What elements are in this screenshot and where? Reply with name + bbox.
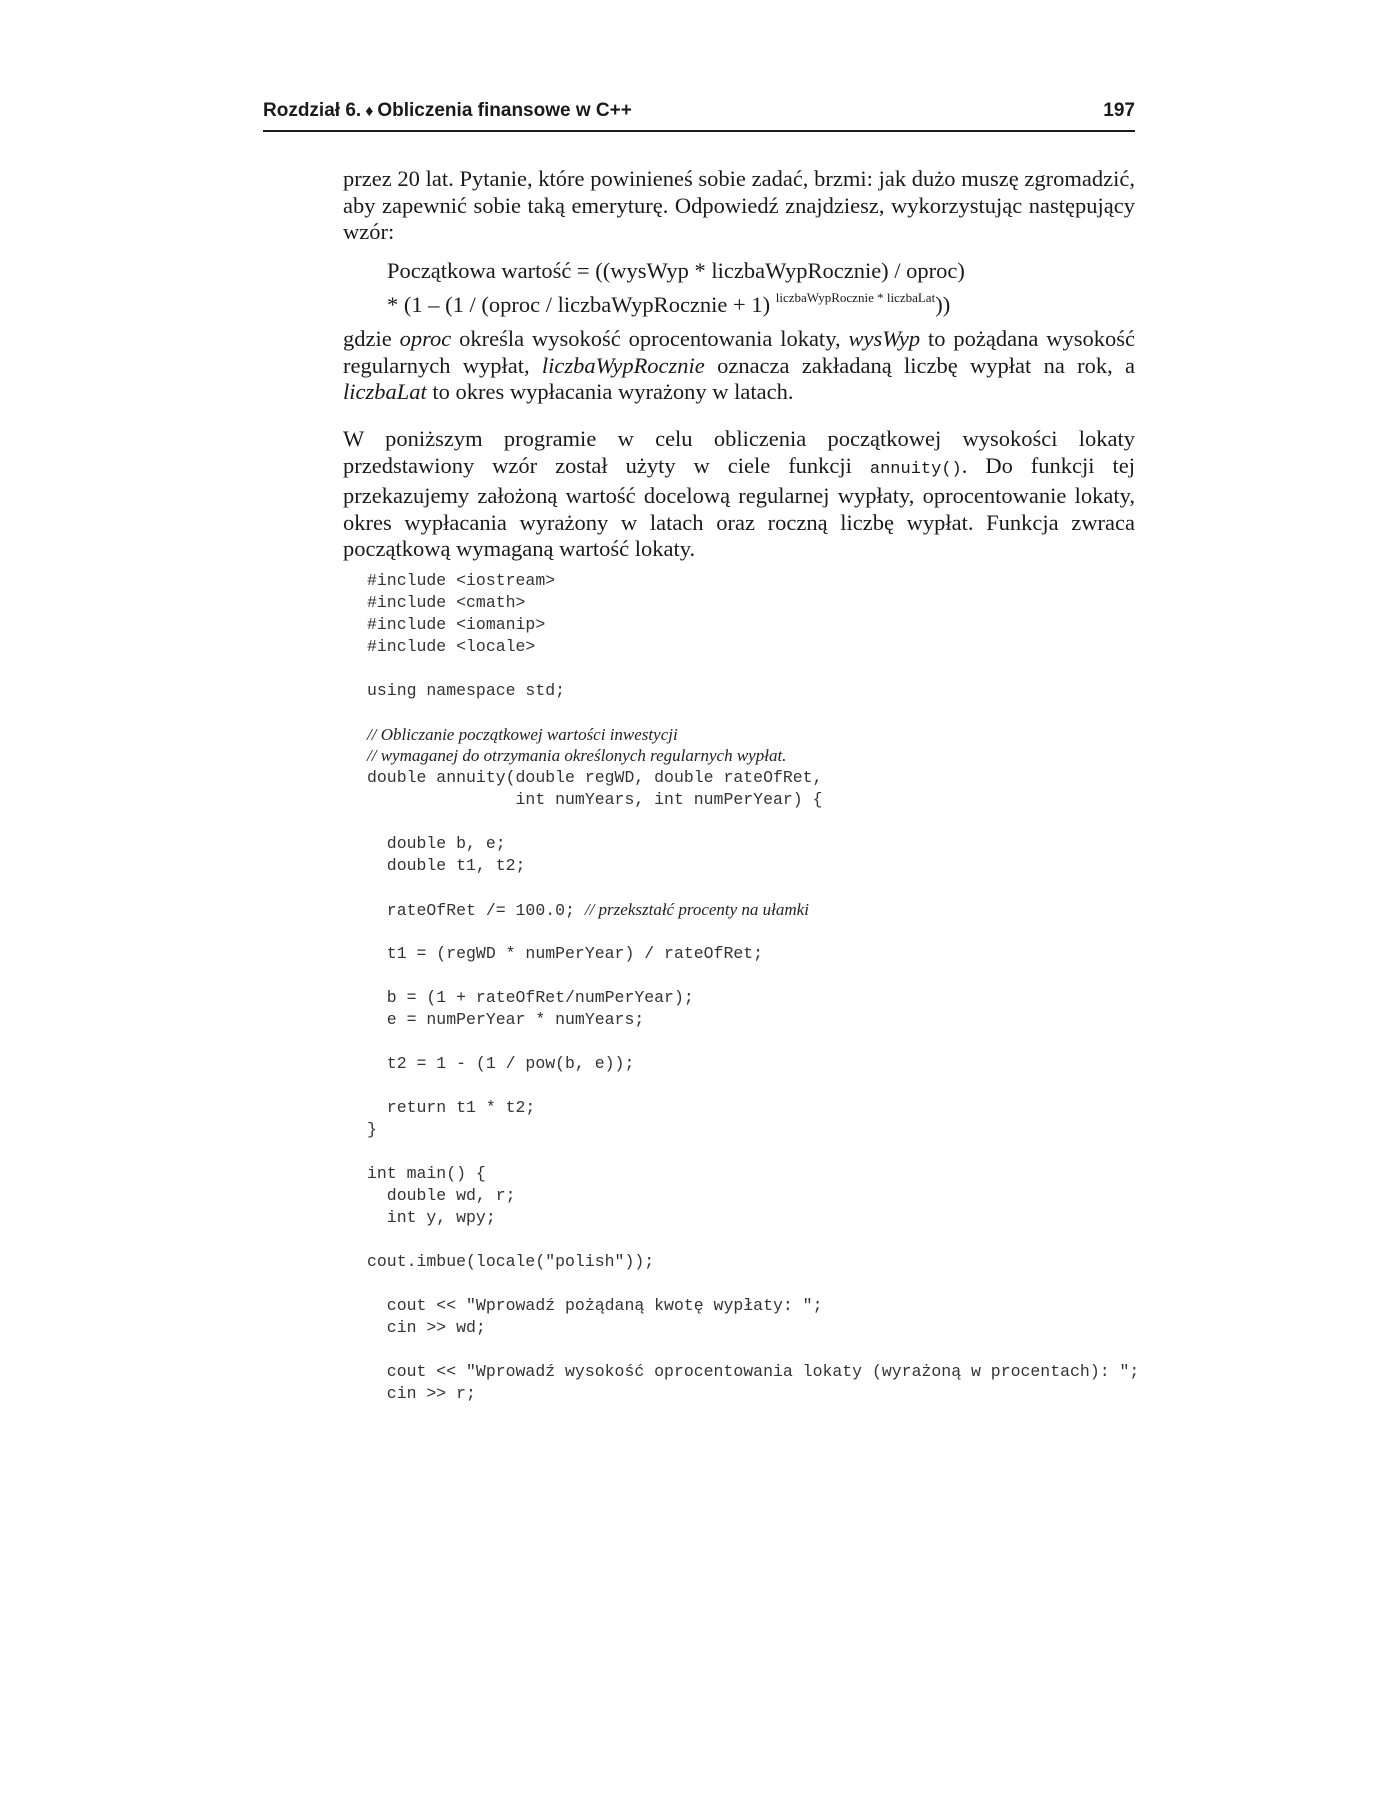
code-line: #include <iomanip>: [367, 615, 546, 634]
formula-line-2-end: )): [935, 292, 951, 317]
code-line: e = numPerYear * numYears;: [367, 1010, 645, 1029]
code-line: b = (1 + rateOfRet/numPerYear);: [367, 988, 694, 1007]
diamond-icon: ♦: [365, 103, 374, 120]
code-text: rateOfRet /= 100.0;: [367, 901, 585, 920]
code-listing: [367, 0, 1140, 1403]
code-line: [367, 900, 809, 920]
code-line: double annuity(double regWD, double rateOfRet,: [367, 768, 823, 787]
code-line: return t1 * t2;: [367, 1098, 536, 1117]
chapter-title: Obliczenia finansowe w C++: [377, 100, 632, 121]
text-run: to pożądana wysokość regularnych wypłat,: [343, 326, 1135, 378]
inline-code: annuity(): [869, 459, 962, 479]
page-number: 197: [1103, 100, 1135, 121]
formula-line-1: Początkowa wartość = ((wysWyp * liczbaWypRocznie) / oproc): [387, 258, 965, 283]
code-line: int y, wpy;: [367, 1208, 496, 1227]
text-run: określa wysokość oprocentowania lokaty,: [451, 326, 849, 351]
variable-liczbalat: liczbaLat: [343, 379, 427, 404]
code-line: using namespace std;: [367, 681, 566, 700]
text-run: . Do funkcji tej przekazujemy założoną wartość docelową regularnej wypłaty, oprocentowanie lokaty, okres wypłacania wyrażony w latach oraz roczną liczbę wypłat. Funkcja zwraca początkową wymaganą wartość lokaty.: [343, 452, 1135, 561]
code-line: #include <locale>: [367, 637, 536, 656]
code-line: cout << "Wprowadź wysokość oprocentowania lokaty (wyrażoną w procentach): ";: [367, 1362, 1140, 1381]
code-line: int numYears, int numPerYear) {: [367, 790, 823, 809]
code-line: }: [367, 1120, 377, 1139]
code-line: t2 = 1 - (1 / pow(b, e));: [367, 1054, 635, 1073]
variable-oproc: oproc: [399, 326, 452, 351]
code-line: cout.imbue(locale("polish"));: [367, 1252, 655, 1271]
code-line: #include <iostream>: [367, 571, 556, 590]
variable-wyswyp: wysWyp: [848, 326, 921, 351]
code-line: cout << "Wprowadź pożądaną kwotę wypłaty: ";: [367, 1296, 823, 1315]
chapter-label: Rozdział 6.: [263, 100, 362, 121]
text-run: gdzie: [343, 326, 400, 351]
text-run: to okres wypłacania wyrażony w latach.: [426, 379, 794, 404]
code-line: double wd, r;: [367, 1186, 516, 1205]
code-line: int main() {: [367, 1164, 486, 1183]
code-line: cin >> wd;: [367, 1318, 486, 1337]
formula-exponent: liczbaWypRocznie * liczbaLat: [775, 290, 936, 305]
code-comment: // wymaganej do otrzymania określonych regularnych wypłat.: [367, 746, 787, 765]
code-line: cin >> r;: [367, 1384, 476, 1403]
code-comment: // przekształć procenty na ułamki: [584, 900, 809, 919]
text-run: oznacza zakładaną liczbę wypłat na rok, a: [704, 352, 1135, 378]
code-line: t1 = (regWD * numPerYear) / rateOfRet;: [367, 944, 764, 963]
code-line: double b, e;: [367, 834, 506, 853]
code-line: #include <cmath>: [367, 593, 526, 612]
code-comment: // Obliczanie początkowej wartości inwestycji: [367, 725, 678, 744]
text-run: W poniższym programie w celu obliczenia początkowej wysokości lokaty przedstawiony wzór został użyty w ciele funkcji: [343, 426, 1135, 478]
variable-liczbawyprocznie: liczbaWypRocznie: [541, 352, 705, 378]
paragraph-intro: przez 20 lat. Pytanie, które powinieneś sobie zadać, brzmi: jak dużo muszę zgromadzić, aby zapewnić sobie taką emeryturę. Odpowiedź znajdziesz, wykorzystując następujący wzór:: [343, 166, 1135, 244]
code-line: double t1, t2;: [367, 856, 526, 875]
formula-line-2-main: * (1 – (1 / (oproc / liczbaWypRocznie + 1): [387, 292, 771, 317]
